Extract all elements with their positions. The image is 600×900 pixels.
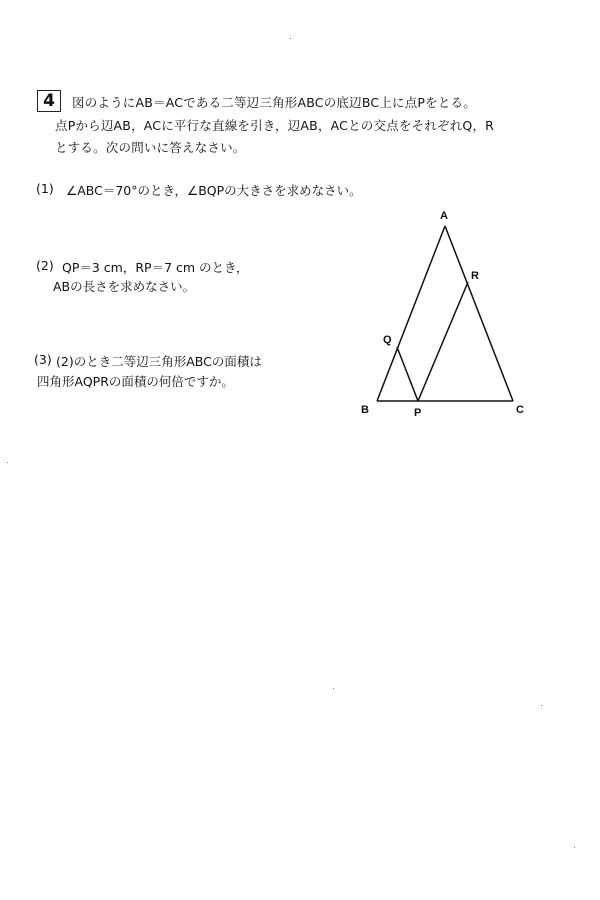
label-q: Q <box>383 334 392 346</box>
side-ab <box>377 226 445 401</box>
intro-line-1: 図のようにAB＝ACである二等辺三角形ABCの底辺BC上に点Pをとる。 <box>72 95 476 110</box>
question-3-text-line-1: (2)のとき二等辺三角形ABCの面積は <box>56 354 262 369</box>
intro-line-3: とする。次の問いに答えなさい。 <box>55 140 246 155</box>
label-a: A <box>440 210 448 222</box>
question-1-label: (1) <box>36 181 54 196</box>
label-r: R <box>471 270 479 282</box>
question-3-label: (3) <box>34 352 52 367</box>
label-c: C <box>516 404 524 416</box>
question-1-text: ∠ABC＝70°のとき，∠BQPの大きさを求めなさい。 <box>66 183 362 198</box>
triangle-figure <box>350 205 540 425</box>
question-2-text-line-2: ABの長さを求めなさい。 <box>53 279 196 294</box>
segment-qp <box>397 347 418 401</box>
question-2-text-line-1: QP＝3 cm，RP＝7 cm のとき， <box>62 260 249 275</box>
problem-number: 4 <box>37 90 61 112</box>
label-b: B <box>361 404 369 416</box>
question-2-label: (2) <box>36 258 54 273</box>
scan-speck <box>541 705 542 706</box>
scan-speck <box>7 462 8 463</box>
intro-line-2: 点Pから辺AB，ACに平行な直線を引き，辺AB，ACとの交点をそれぞれQ，R <box>55 118 495 133</box>
label-p: P <box>414 407 422 419</box>
scan-speck <box>574 847 575 848</box>
scan-speck <box>333 688 334 689</box>
segment-rp <box>418 282 468 401</box>
question-3-text-line-2: 四角形AQPRの面積の何倍ですか。 <box>37 374 234 389</box>
scan-speck <box>290 38 291 39</box>
